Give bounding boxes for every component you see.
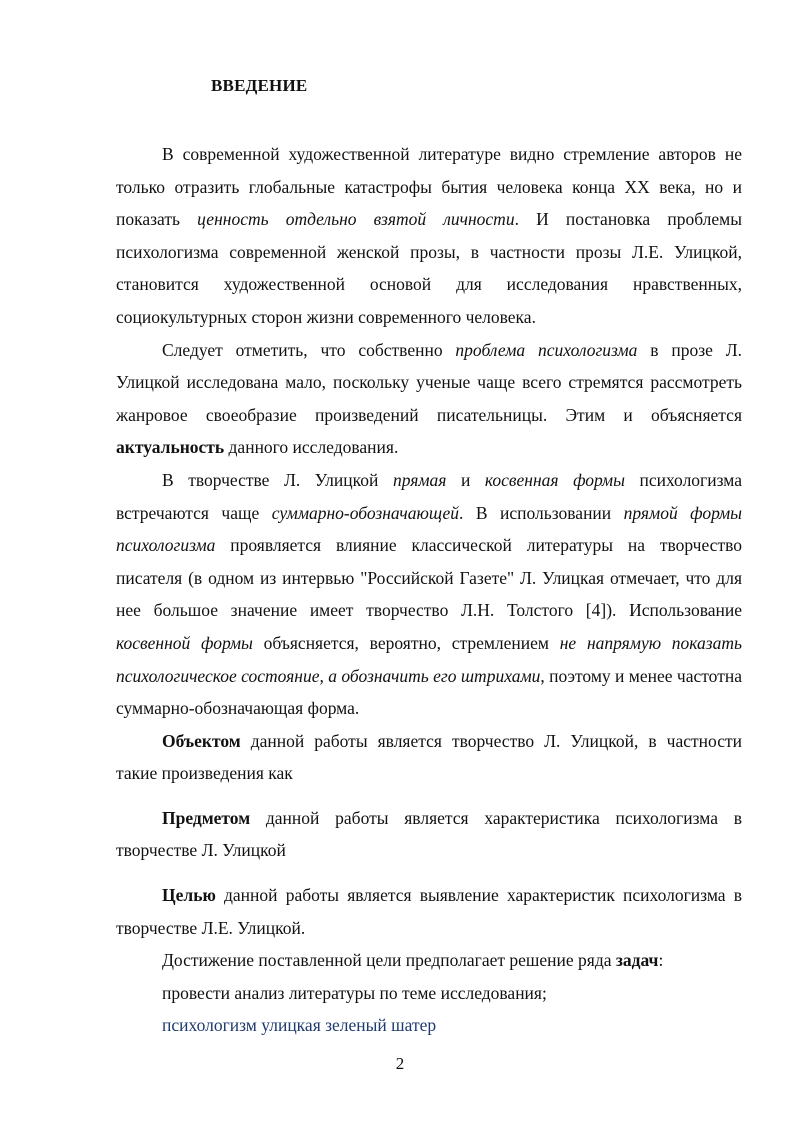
italic-run: прямой формы психологизма — [116, 502, 742, 556]
text-run: В творчестве Л. Улицкой — [162, 469, 393, 490]
bold-run: актуальность — [116, 437, 225, 458]
text-run: данной работы является выявление характеристик психологизма в творчестве Л.Е. Улицкой. — [116, 885, 742, 938]
italic-run: косвенная формы — [484, 469, 625, 490]
bold-run: Объектом — [162, 730, 241, 751]
body-text — [116, 138, 742, 1042]
text-run: проявляется влияние классической литературы на творчество писателя (в одном из интервью "Российской Газете" Л. Улицкая отмечает, что для нее большое значение имеет творчество Л.Н. Толстого [4]). Использование — [116, 535, 742, 621]
italic-run: косвенной формы — [116, 632, 253, 653]
text-run: психологизма встречаются чаще — [116, 469, 742, 523]
text-run: в прозе Л. Улицкой исследована мало, поскольку ученые чаще всего стремятся рассмотреть жанровое своеобразие произведений писательницы. Этим и объясняется — [116, 339, 742, 425]
related-search-link[interactable]: психологизм улицкая зеленый шатер — [162, 1015, 437, 1036]
related-link-line — [116, 1009, 742, 1042]
paragraph-subject — [116, 802, 742, 867]
text-run: , поэтому и менее частотна суммарно-обозначающая форма. — [116, 665, 742, 719]
paragraph-object — [116, 725, 742, 790]
text-run: Следует отметить, что собственно — [162, 339, 456, 360]
italic-run: прямая — [392, 469, 447, 490]
text-run: Достижение поставленной цели предполагает решение ряда — [162, 950, 616, 971]
italic-run: суммарно-обозначающей — [271, 502, 460, 523]
page-number: 2 — [395, 1054, 405, 1073]
paragraph-goal — [116, 879, 742, 944]
paragraph-forms — [116, 464, 742, 725]
paragraph-tasks — [116, 944, 742, 977]
text-run: В современной художественной литературе видно стремление авторов не только отразить глобальные катастрофы бытия человека конца XX века, но и показать — [116, 144, 742, 230]
text-run: и — [446, 469, 485, 490]
bold-run: Предметом — [162, 807, 251, 828]
italic-run: проблема психологизма — [455, 339, 638, 360]
italic-run: не напрямую показать психологическое состояние, а обозначить его штрихами — [116, 632, 742, 686]
text-run: данной работы является характеристика психологизма в творчестве Л. Улицкой — [116, 807, 742, 861]
paragraph-intro — [116, 138, 742, 334]
italic-run: ценность отдельно взятой личности — [197, 209, 515, 230]
section-heading: ВВЕДЕНИЕ — [211, 76, 308, 95]
task-item: провести анализ литературы по теме исследования; — [162, 982, 547, 1003]
text-run: объясняется, вероятно, стремлением — [252, 632, 560, 653]
text-run: : — [658, 950, 664, 971]
paragraph-relevance — [116, 334, 742, 464]
text-run: . И постановка проблемы психологизма современной женской прозы, в частности прозы Л.Е. Улицкой, становится художественной основой для исследования нравственных, социокультурных сторон жизни современного человека. — [116, 209, 743, 327]
bold-run: Целью — [162, 885, 216, 906]
bold-run: задач — [615, 950, 659, 971]
text-run: . В использовании — [459, 502, 624, 523]
text-run: данного исследования. — [224, 437, 399, 458]
text-run: данной работы является творчество Л. Улицкой, в частности такие произведения как — [116, 730, 742, 784]
